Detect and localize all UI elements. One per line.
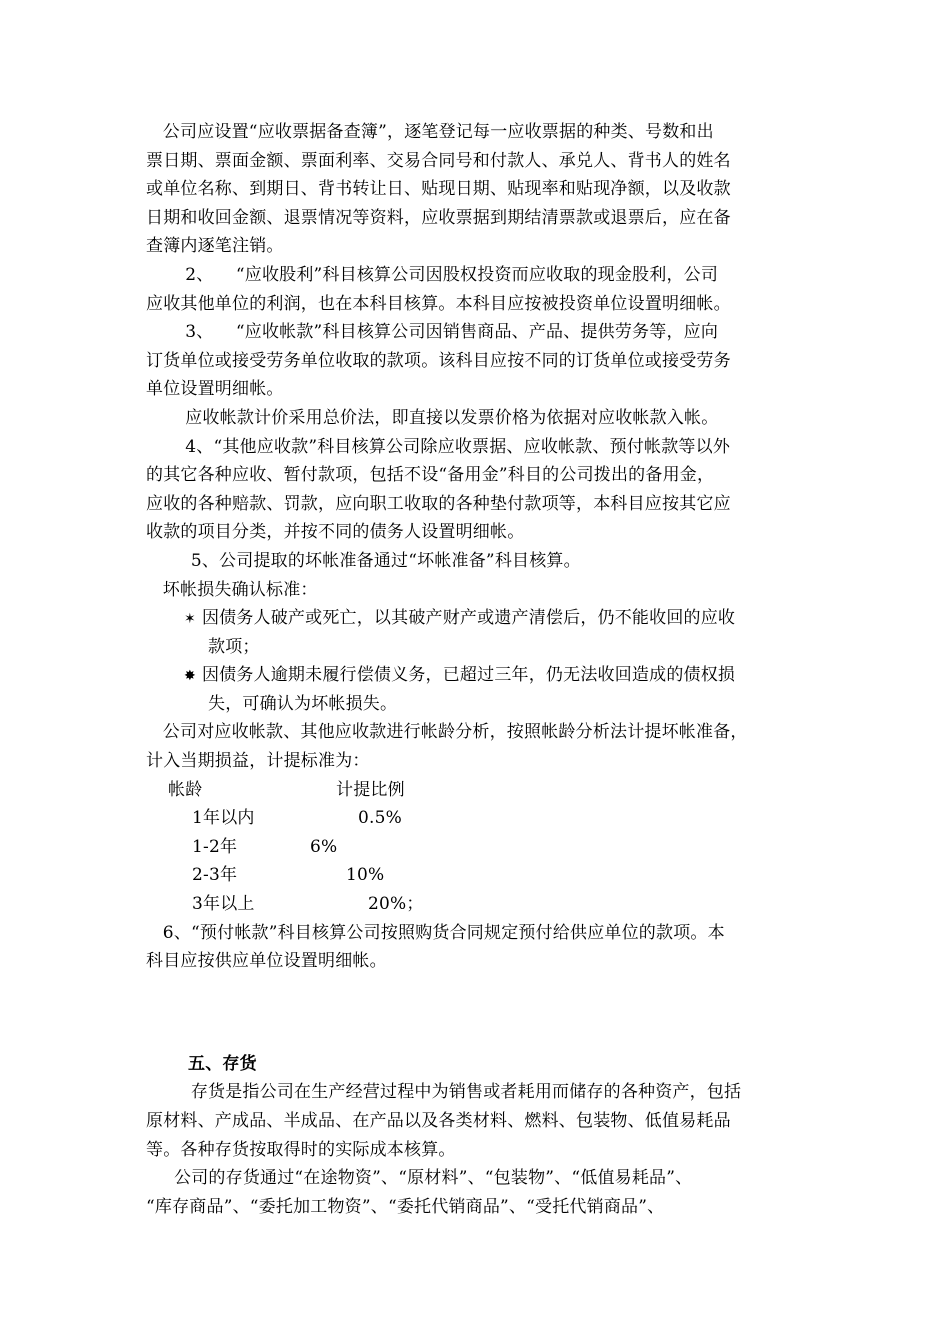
row-rate: 6%	[310, 836, 338, 857]
row-age: 1-2年	[192, 836, 238, 857]
paragraph-line: 应收帐款计价采用总价法，即直接以发票价格为依据对应收帐款入帐。	[146, 407, 719, 428]
paragraph-line: 等。各种存货按取得时的实际成本核算。	[146, 1139, 456, 1160]
header-rate: 计提比例	[336, 779, 405, 800]
paragraph-line: “库存商品”、“委托加工物资”、“委托代销商品”、“受托代销商品”、	[146, 1196, 665, 1217]
bullet-continuation: 失，可确认为坏帐损失。	[208, 693, 398, 714]
paragraph-line: 收款的项目分类，并按不同的债务人设置明细帐。	[146, 522, 525, 543]
bullet-text: 因债务人破产或死亡，以其破产财产或遗产清偿后，仍不能收回的应收	[201, 608, 736, 629]
paragraph-line: 订货单位或接受劳务单位收取的款项。该科目应按不同的订货单位或接受劳务	[146, 350, 731, 371]
section-heading: 五、存货	[188, 1053, 257, 1074]
paragraph-line: 查簿内逐笔注销。	[146, 236, 284, 257]
paragraph-line: 4、“其他应收款”科目核算公司除应收票据、应收帐款、预付帐款等以外	[146, 436, 731, 457]
rate-table-row	[146, 890, 810, 919]
document-page	[146, 118, 810, 1221]
paragraph-line: 日期和收回金额、退票情况等资料，应收票据到期结清票款或退票后，应在备	[146, 207, 731, 228]
header-age: 帐龄	[168, 779, 203, 800]
bullet-text: 因债务人逾期未履行偿债义务，已超过三年，仍无法收回造成的债权损	[201, 665, 736, 686]
paragraph-line: 公司对应收帐款、其他应收款进行帐龄分析，按照帐龄分析法计提坏帐准备，	[146, 722, 748, 743]
paragraph-line: 坏帐损失确认标准：	[146, 579, 318, 600]
paragraph-line: 应收其他单位的利润，也在本科目核算。本科目应按被投资单位设置明细帐。	[146, 293, 731, 314]
row-rate: 0.5%	[358, 808, 402, 829]
star-bullet-icon: ✶	[184, 611, 196, 628]
paragraph-line: 5、公司提取的坏帐准备通过“坏帐准备”科目核算。	[146, 550, 581, 571]
star-bullet-icon: ✸	[184, 668, 196, 685]
paragraph-line: 原材料、产成品、半成品、在产品以及各类材料、燃料、包装物、低值易耗品	[146, 1111, 731, 1131]
paragraph-line: 公司应设置“应收票据备查簿”，逐笔登记每一应收票据的种类、号数和出	[146, 122, 714, 142]
section-spacer	[146, 976, 810, 1050]
paragraph-line: 存货是指公司在生产经营过程中为销售或者耗用而储存的各种资产，包括	[146, 1082, 742, 1103]
paragraph-line: 应收的各种赔款、罚款，应向职工收取的各种垫付款项等，本科目应按其它应	[146, 493, 731, 514]
paragraph-line: 科目应按供应单位设置明细帐。	[146, 951, 387, 972]
row-age: 3年以上	[192, 894, 255, 915]
paragraph-line: 单位设置明细帐。	[146, 379, 284, 400]
paragraph-line: 计入当期损益，计提标准为：	[146, 751, 370, 772]
bullet-item	[146, 604, 810, 633]
bullet-continuation: 款项；	[208, 636, 260, 657]
rate-table-row	[146, 833, 810, 862]
paragraph-line: 票日期、票面金额、票面利率、交易合同号和付款人、承兑人、背书人的姓名	[146, 150, 731, 171]
row-age: 1年以内	[192, 808, 255, 829]
rate-table-header	[146, 776, 810, 805]
row-age: 2-3年	[192, 865, 238, 886]
bullet-item	[146, 661, 810, 690]
paragraph-line: 6、“预付帐款”科目核算公司按照购货合同规定预付给供应单位的款项。本	[146, 922, 725, 943]
paragraph-line: 的其它各种应收、暂付款项，包括不设“备用金”科目的公司拨出的备用金，	[146, 465, 715, 486]
rate-table-row	[146, 804, 810, 833]
row-rate: 20%；	[368, 894, 424, 915]
paragraph-line: 或单位名称、到期日、背书转让日、贴现日期、贴现率和贴现净额，以及收款	[146, 179, 731, 200]
paragraph-line: 2、 “应收股利”科目核算公司因股权投资而应收取的现金股利，公司	[146, 264, 719, 285]
rate-table-row	[146, 861, 810, 890]
paragraph-line: 3、 “应收帐款”科目核算公司因销售商品、产品、提供劳务等，应向	[146, 322, 719, 343]
row-rate: 10%	[346, 865, 385, 886]
paragraph-line: 公司的存货通过“在途物资”、“原材料”、“包装物”、“低值易耗品”、	[146, 1168, 693, 1189]
